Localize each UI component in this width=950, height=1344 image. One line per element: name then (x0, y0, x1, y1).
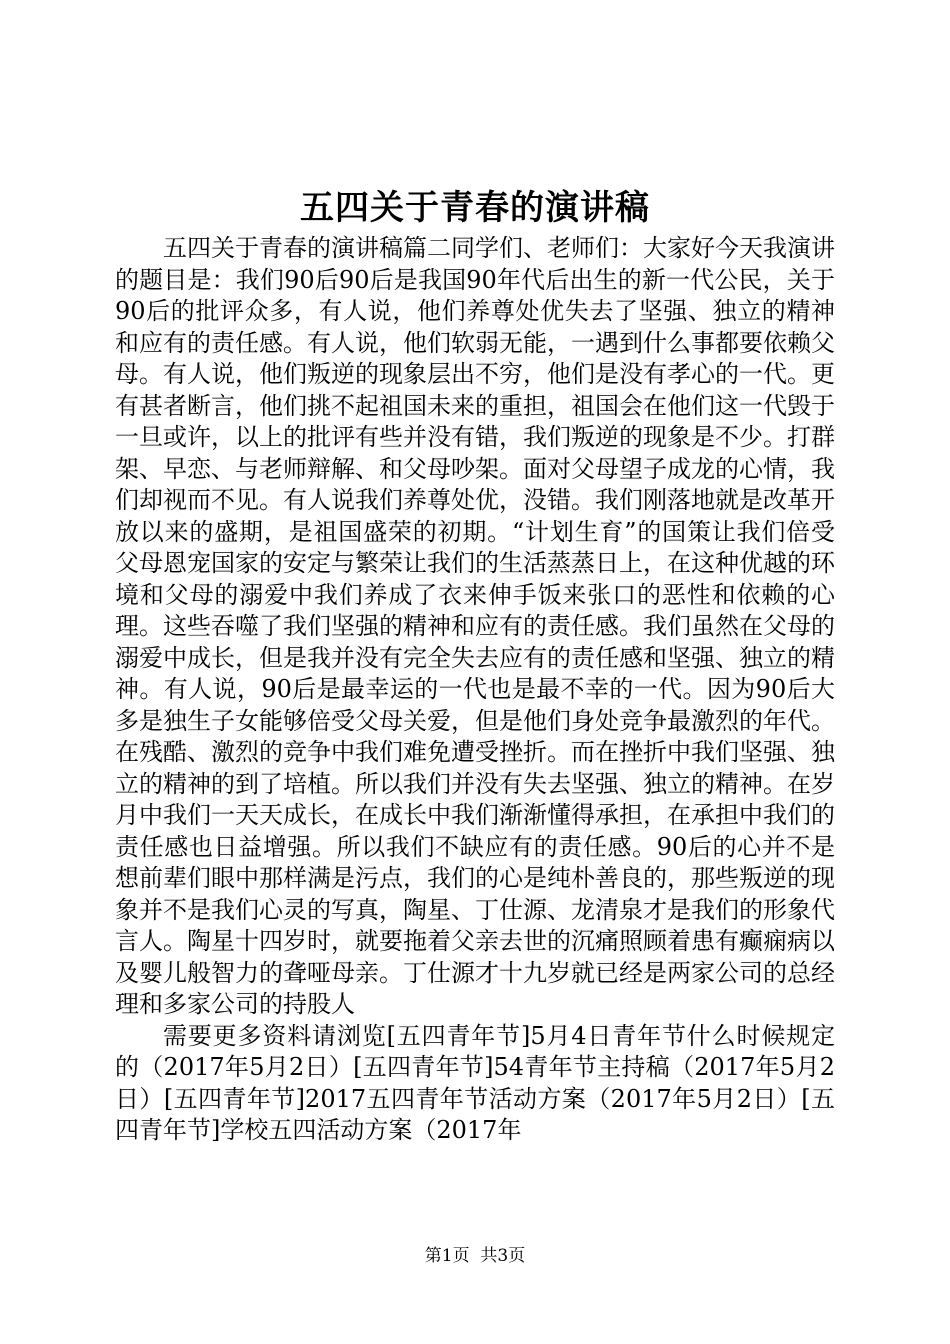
body-paragraph-1: 五四关于青春的演讲稿篇二同学们、老师们：大家好今天我演讲的题目是：我们90后90后是我国90年代后出生的新一代公民，关于90后的批评众多，有人说，他们养尊处优失去了坚强、独立的精神和应有的责任感。有人说，他们软弱无能，一遇到什么事都要依赖父母。有人说，他们叛逆的现象层出不穷，他们是没有孝心的一代。更有甚者断言，他们挑不起祖国未来的重担，祖国会在他们这一代毁于一旦或许，以上的批评有些并没有错，我们叛逆的现象是不少。打群架、早恋、与老师辩解、和父母吵架。面对父母望子成龙的心情，我们却视而不见。有人说我们养尊处优，没错。我们刚落地就是改革开放以来的盛期，是祖国盛荣的初期。“计划生育”的国策让我们倍受父母恩宠国家的安定与繁荣让我们的生活蒸蒸日上，在这种优越的环境和父母的溺爱中我们养成了衣来伸手饭来张口的恶性和依赖的心理。这些吞噬了我们坚强的精神和应有的责任感。我们虽然在父母的溺爱中成长，但是我并没有完全失去应有的责任感和坚强、独立的精神。有人说，90后是最幸运的一代也是最不幸的一代。因为90后大多是独生子女能够倍受父母关爱，但是他们身处竞争最激烈的年代。在残酷、激烈的竞争中我们难免遭受挫折。而在挫折中我们坚强、独立的精神的到了培植。所以我们并没有失去坚强、独立的精神。在岁月中我们一天天成长，在成长中我们渐渐懂得承担，在承担中我们的责任感也日益增强。所以我们不缺应有的责任感。90后的心并不是想前辈们眼中那样满是污点，我们的心是纯朴善良的，那些叛逆的现象并不是我们心灵的写真，陶星、丁仕源、龙清泉才是我们的形象代言人。陶星十四岁时，就要拖着父亲去世的沉痛照顾着患有癫痫病以及婴儿般智力的聋哑母亲。丁仕源才十九岁就已经是两家公司的总经理和多家公司的持股人 (115, 234, 835, 1018)
body-paragraph-2: 需要更多资料请浏览[五四青年节]5月4日青年节什么时候规定的（2017年5月2日）[五四青年节]54青年节主持稿（2017年5月2日）[五四青年节]2017五四青年节活动方案（2017年5月2日）[五四青年节]学校五四活动方案（2017年 (115, 1021, 835, 1144)
document-title: 五四关于青春的演讲稿 (300, 188, 650, 228)
page-number-label: 第1页 共3页 (424, 1246, 526, 1266)
page-footer (0, 1244, 950, 1268)
document-body (115, 233, 835, 1147)
